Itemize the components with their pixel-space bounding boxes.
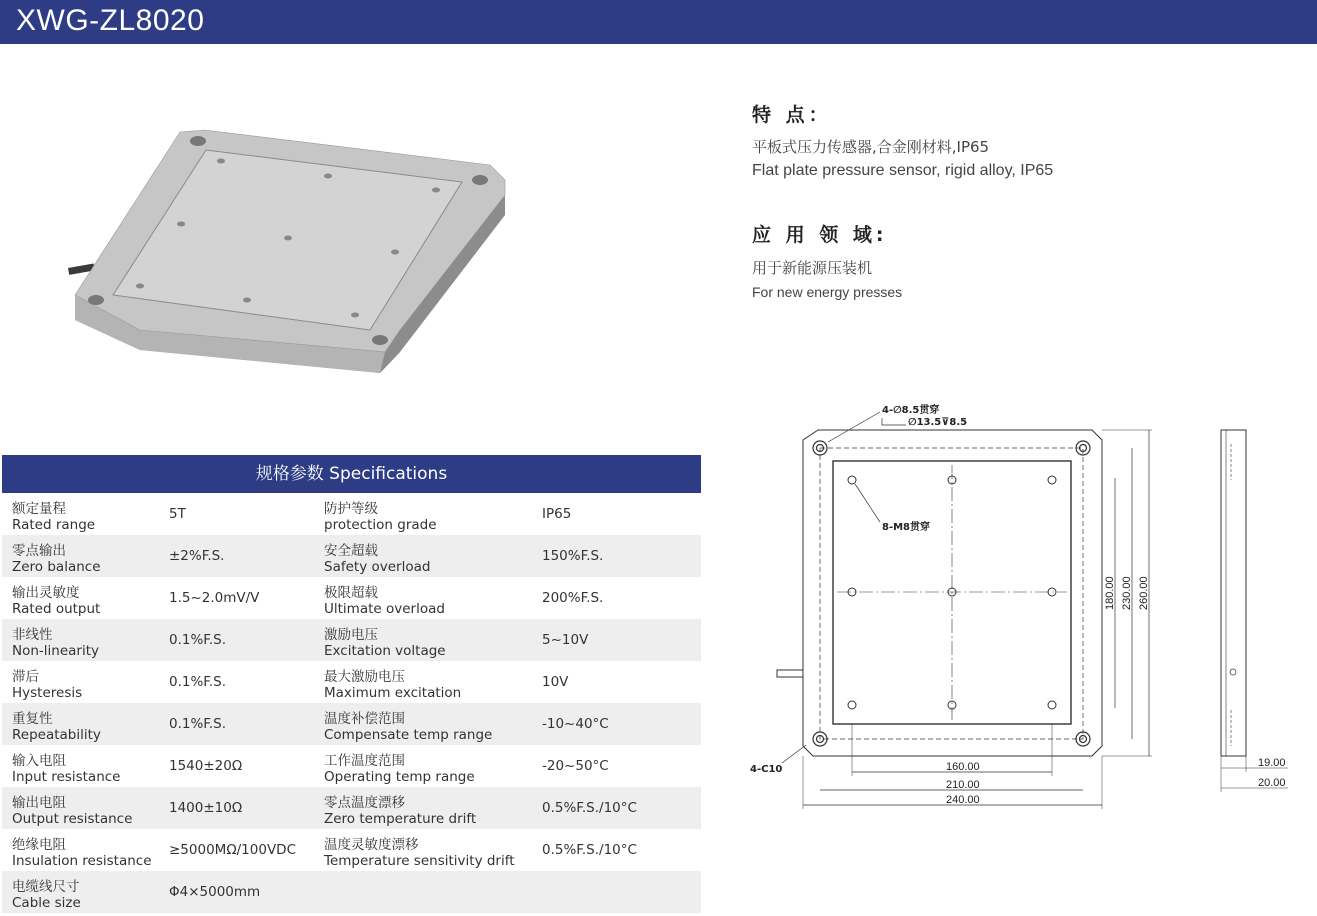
spec-label-cn: 零点输出: [12, 543, 66, 559]
spec-value: 1540±20Ω: [169, 758, 243, 774]
chamfer-callout: 4-C10: [750, 764, 783, 775]
spec-label-en: Zero balance: [12, 559, 101, 575]
spec-row: [2, 829, 701, 871]
hole-callout-1: 4-∅8.5贯穿: [882, 405, 940, 416]
features-en: Flat plate pressure sensor, rigid alloy, IP65: [752, 162, 1054, 179]
spec-label-en: protection grade: [324, 517, 437, 533]
spec-row: [2, 577, 701, 619]
thread-callout: 8-M8贯穿: [882, 522, 931, 533]
dim-160: 160.00: [946, 761, 980, 773]
product-model-title: XWG-ZL8020: [16, 4, 205, 37]
spec-label-en: Ultimate overload: [324, 601, 445, 617]
dim-19: 19.00: [1258, 757, 1286, 769]
spec-value: Φ4×5000mm: [169, 884, 261, 900]
spec-value: 0.1%F.S.: [169, 716, 227, 732]
spec-row: [2, 535, 701, 577]
dim-20: 20.00: [1258, 777, 1286, 789]
spec-label-cn: 零点温度漂移: [324, 795, 405, 811]
spec-value: 200%F.S.: [542, 590, 604, 606]
spec-label-cn: 温度灵敏度漂移: [324, 837, 419, 853]
spec-label-cn: 绝缘电阻: [12, 837, 66, 853]
spec-label-cn: 安全超载: [324, 543, 378, 559]
spec-label-en: Safety overload: [324, 559, 431, 575]
spec-label-cn: 工作温度范围: [324, 753, 405, 769]
spec-value: 0.5%F.S./10°C: [542, 800, 637, 816]
spec-label-en: Non-linearity: [12, 643, 100, 659]
application-section: [752, 220, 902, 300]
spec-value: 1400±10Ω: [169, 800, 243, 816]
spec-row: [2, 493, 701, 535]
spec-label-cn: 防护等级: [324, 501, 378, 517]
spec-label-en: Cable size: [12, 895, 81, 911]
product-image: [60, 120, 530, 390]
spec-row: [2, 787, 701, 829]
spec-label-cn: 极限超载: [324, 585, 378, 601]
features-title: 特 点：: [752, 104, 832, 126]
spec-label-en: Rated output: [12, 601, 101, 617]
spec-row: [2, 703, 701, 745]
spec-label-en: Compensate temp range: [324, 727, 493, 743]
spec-label-en: Operating temp range: [324, 769, 475, 785]
header-bar: [0, 0, 1317, 44]
spec-label-cn: 额定量程: [12, 501, 66, 517]
dim-260: 260.00: [1138, 576, 1150, 610]
spec-value: 5T: [169, 506, 186, 522]
spec-label-en: Hysteresis: [12, 685, 83, 701]
spec-label-cn: 激励电压: [324, 627, 378, 643]
spec-label-cn: 温度补偿范围: [324, 711, 405, 727]
spec-label-en: Zero temperature drift: [324, 811, 477, 827]
dim-210: 210.00: [946, 779, 980, 791]
specifications-table: [2, 455, 701, 913]
spec-row: [2, 871, 701, 913]
specifications-rows: [2, 493, 701, 913]
spec-label-cn: 输出灵敏度: [12, 585, 80, 601]
spec-row: [2, 745, 701, 787]
spec-label-cn: 滞后: [12, 669, 39, 685]
spec-value: -20~50°C: [542, 758, 609, 774]
spec-value: 5~10V: [542, 632, 589, 648]
spec-value: -10~40°C: [542, 716, 609, 732]
spec-label-cn: 最大激励电压: [324, 669, 405, 685]
spec-row: [2, 661, 701, 703]
spec-value: IP65: [542, 506, 572, 522]
spec-label-cn: 重复性: [12, 711, 53, 727]
application-title: 应 用 领 域:: [752, 224, 888, 246]
spec-value: 150%F.S.: [542, 548, 604, 564]
application-cn: 用于新能源压装机: [752, 259, 873, 277]
dim-240: 240.00: [946, 794, 980, 806]
spec-value: 0.5%F.S./10°C: [542, 842, 637, 858]
specifications-title: 规格参数 Specifications: [2, 455, 701, 493]
spec-label-cn: 非线性: [12, 627, 53, 643]
spec-row: [2, 619, 701, 661]
spec-value: 0.1%F.S.: [169, 674, 227, 690]
features-section: [752, 100, 1053, 180]
spec-label-en: Rated range: [12, 517, 96, 533]
spec-value: 1.5~2.0mV/V: [169, 590, 260, 606]
spec-label-cn: 输入电阻: [12, 753, 66, 769]
spec-value: ≥5000MΩ/100VDC: [169, 842, 297, 858]
spec-label-en: Insulation resistance: [12, 853, 152, 869]
spec-value: 10V: [542, 674, 569, 690]
hole-callout-2: ∅13.5⊽8.5: [908, 417, 968, 428]
dim-230: 230.00: [1121, 576, 1133, 610]
spec-value: ±2%F.S.: [169, 548, 225, 564]
features-cn: 平板式压力传感器,合金刚材料,IP65: [752, 138, 990, 156]
spec-label-en: Maximum excitation: [324, 685, 462, 701]
spec-label-cn: 电缆线尺寸: [12, 879, 80, 895]
spec-label-en: Input resistance: [12, 769, 121, 785]
spec-value: 0.1%F.S.: [169, 632, 227, 648]
spec-label-en: Excitation voltage: [324, 643, 446, 659]
technical-drawing: [740, 400, 1300, 820]
spec-label-cn: 输出电阻: [12, 795, 66, 811]
application-en: For new energy presses: [752, 284, 903, 300]
spec-label-en: Repeatability: [12, 727, 101, 743]
spec-label-en: Temperature sensitivity drift: [324, 853, 515, 869]
dim-180: 180.00: [1104, 576, 1116, 610]
spec-label-en: Output resistance: [12, 811, 133, 827]
